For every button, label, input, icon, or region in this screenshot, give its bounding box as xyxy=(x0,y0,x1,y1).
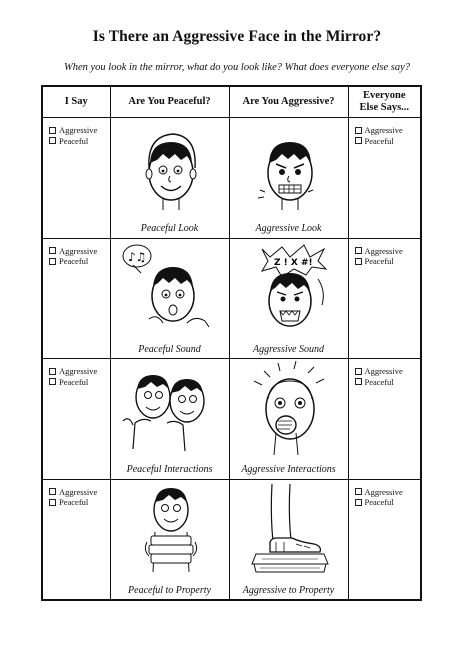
caption: Peaceful Sound xyxy=(138,343,201,355)
option-peaceful[interactable]: Peaceful xyxy=(355,136,421,147)
page-title: Is There an Aggressive Face in the Mirror? xyxy=(92,28,382,45)
checkbox[interactable] xyxy=(49,258,56,265)
checkbox[interactable] xyxy=(49,137,56,144)
smiling-face-icon xyxy=(111,118,230,218)
option-peaceful[interactable]: Peaceful xyxy=(49,136,110,147)
option-aggressive[interactable]: Aggressive xyxy=(355,487,421,498)
i-say-checklist xyxy=(43,239,110,267)
caption: Aggressive Sound xyxy=(252,343,324,355)
option-aggressive[interactable]: Aggressive xyxy=(49,246,110,257)
checkbox[interactable] xyxy=(49,127,56,134)
option-peaceful[interactable]: Peaceful xyxy=(49,377,110,388)
singing-face-icon xyxy=(111,239,230,339)
checkbox[interactable] xyxy=(355,247,362,254)
checkbox[interactable] xyxy=(49,499,56,506)
header-everyone-else: Everyone Else Says... xyxy=(348,86,421,118)
table-row xyxy=(42,359,421,479)
checkbox[interactable] xyxy=(355,137,362,144)
others-checklist xyxy=(349,480,421,508)
others-checklist xyxy=(349,239,421,267)
page-subtitle: When you look in the mirror, what do you look like? What does everyone else say? xyxy=(63,62,411,73)
table-row xyxy=(42,238,421,358)
option-peaceful[interactable]: Peaceful xyxy=(49,256,110,267)
checkbox[interactable] xyxy=(49,247,56,254)
others-checklist xyxy=(349,359,421,387)
caption: Aggressive Look xyxy=(255,223,322,235)
option-peaceful[interactable]: Peaceful xyxy=(355,497,421,508)
hitting-face-icon xyxy=(230,359,349,459)
header-i-say: I Say xyxy=(42,86,110,118)
caption: Peaceful Look xyxy=(140,223,199,235)
checkbox[interactable] xyxy=(49,378,56,385)
header-aggressive: Are You Aggressive? xyxy=(229,86,348,118)
two-friends-icon xyxy=(111,359,230,459)
shout-text: Z ! X #! xyxy=(273,257,313,268)
stepping-on-books-icon xyxy=(230,480,349,580)
checkbox[interactable] xyxy=(355,258,362,265)
option-aggressive[interactable]: Aggressive xyxy=(355,366,421,377)
checkbox[interactable] xyxy=(355,488,362,495)
checkbox[interactable] xyxy=(49,488,56,495)
others-checklist xyxy=(349,118,421,146)
shouting-face-icon xyxy=(230,239,349,339)
caption: Peaceful Interactions xyxy=(126,464,213,476)
table-row xyxy=(42,118,421,238)
worksheet-table xyxy=(41,85,422,601)
i-say-checklist xyxy=(43,359,110,387)
option-peaceful[interactable]: Peaceful xyxy=(355,256,421,267)
option-aggressive[interactable]: Aggressive xyxy=(355,246,421,257)
checkbox[interactable] xyxy=(355,368,362,375)
caption: Aggressive Interactions xyxy=(241,464,336,476)
holding-books-icon xyxy=(111,480,230,580)
option-peaceful[interactable]: Peaceful xyxy=(355,377,421,388)
option-peaceful[interactable]: Peaceful xyxy=(49,497,110,508)
checkbox[interactable] xyxy=(49,368,56,375)
caption: Peaceful to Property xyxy=(128,584,211,596)
i-say-checklist xyxy=(43,118,110,146)
checkbox[interactable] xyxy=(355,378,362,385)
gritting-teeth-face-icon xyxy=(230,118,349,218)
table-row xyxy=(42,479,421,600)
svg-text:♪♫: ♪♫ xyxy=(127,249,146,264)
header-peaceful: Are You Peaceful? xyxy=(110,86,229,118)
option-aggressive[interactable]: Aggressive xyxy=(355,125,421,136)
checkbox[interactable] xyxy=(355,499,362,506)
caption: Aggressive to Property xyxy=(242,584,335,596)
option-aggressive[interactable]: Aggressive xyxy=(49,366,110,377)
i-say-checklist xyxy=(43,480,110,508)
option-aggressive[interactable]: Aggressive xyxy=(49,487,110,498)
option-aggressive[interactable]: Aggressive xyxy=(49,125,110,136)
checkbox[interactable] xyxy=(355,127,362,134)
